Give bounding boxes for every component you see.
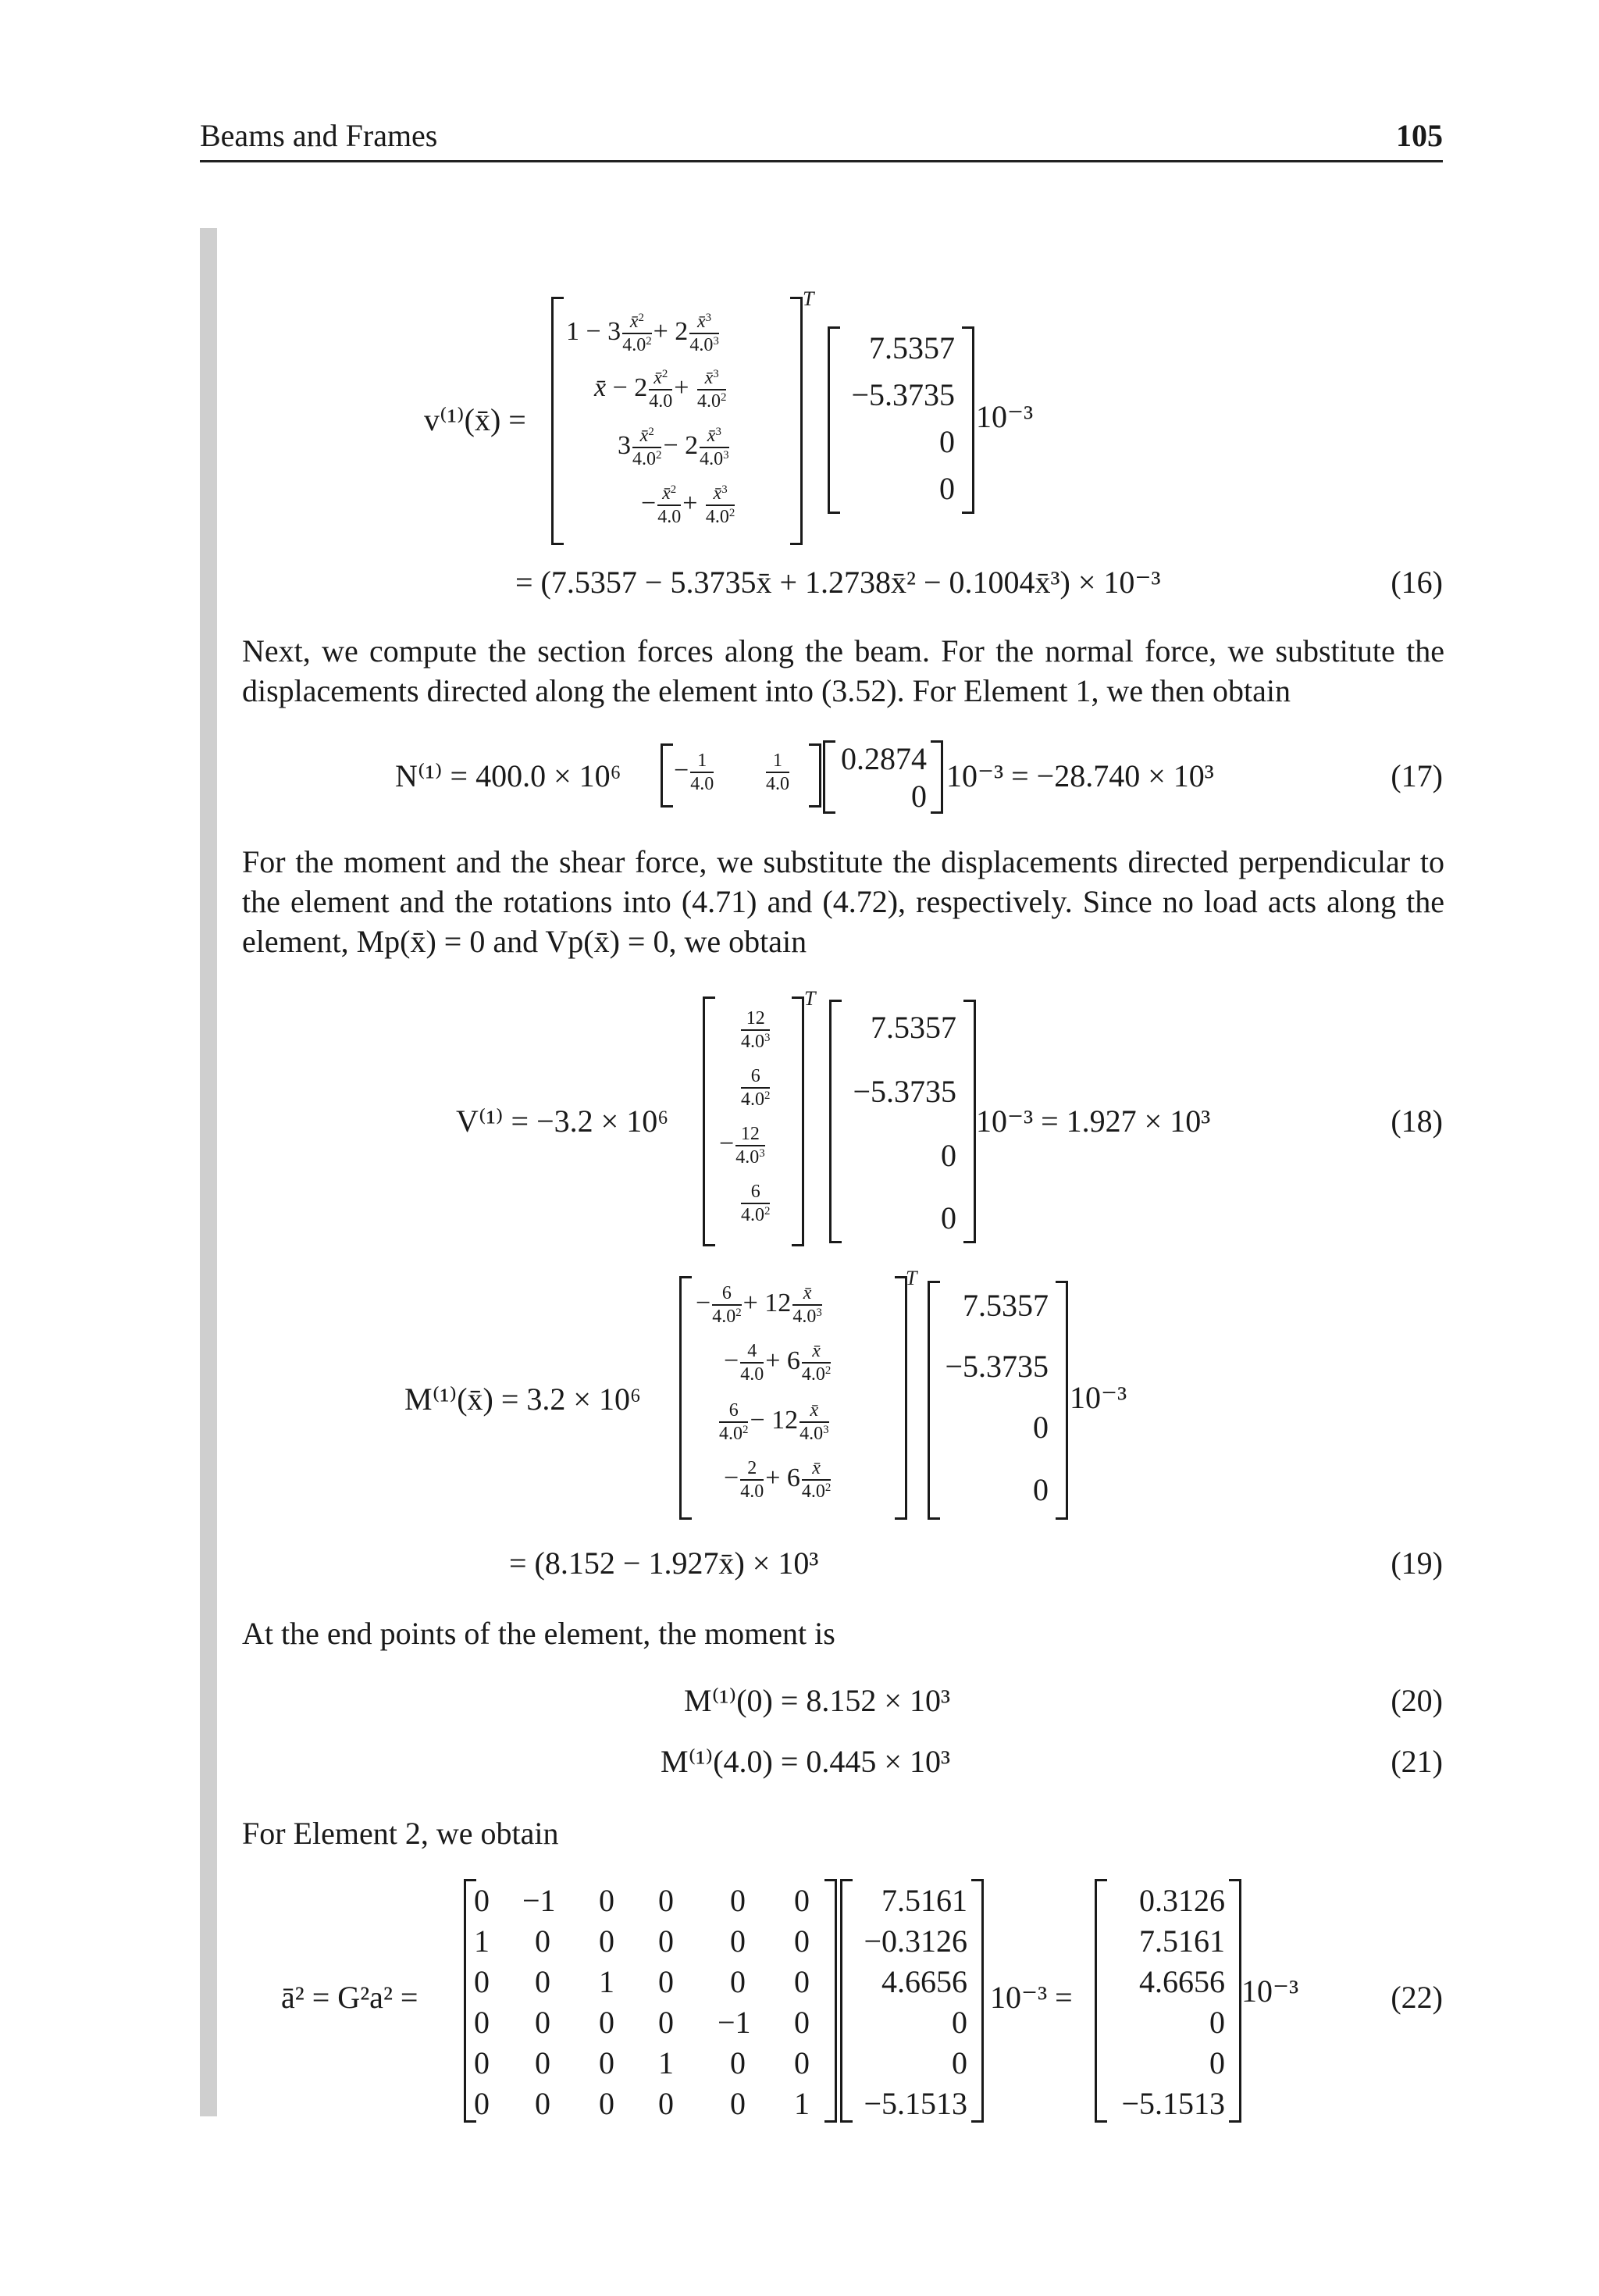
eq18-vector-entry: −5.3735 (853, 1074, 956, 1109)
matrix-cell: 0 (535, 1964, 550, 1999)
matrix-cell: 0 (535, 2086, 550, 2121)
eq16-shape-row-2: x̄ − 2 $\frac{x̄^2}{4.0}$ + $\frac{x̄^3}{4.0^2}$ (594, 367, 727, 412)
eq16-displacement-vector (828, 326, 974, 514)
eq18-column-entry: $\frac{12}{4.0^3}$ (741, 1008, 771, 1052)
eq19-lhs: M⁽¹⁾(x̄) = 3.2 × 10⁶ (404, 1382, 641, 1417)
matrix-cell: 0 (599, 1883, 614, 1918)
matrix-cell: 0 (794, 1964, 810, 1999)
eq18-lhs: V⁽¹⁾ = −3.2 × 10⁶ (456, 1103, 669, 1139)
paragraph-moment-shear: For the moment and the shear force, we substitute the displacements directed perpendicular to the element and the rotations into (4.71) and (4.72), respectively. Since no load acts along the element, Mp(x̄) = 0 and Vp(x̄) = 0, we obtain (242, 844, 1444, 959)
eq19-moment-shape-column (679, 1276, 907, 1520)
vector-entry: −5.1513 (1121, 2086, 1225, 2121)
eq16-vector-entry: 0 (939, 424, 955, 459)
vector-entry: −0.3126 (864, 1923, 967, 1959)
page-number: 105 (1396, 118, 1443, 153)
matrix-cell: 0 (658, 1883, 674, 1918)
vector-entry: −5.1513 (864, 2086, 967, 2121)
eq16-factor: 10⁻³ (976, 399, 1034, 434)
eq18-column-entry: − $\frac{12}{4.0^3}$ (719, 1124, 765, 1168)
eq18-shape-derivative-column (703, 996, 804, 1246)
eq18-column-entry: $\frac{6}{4.0^2}$ (741, 1066, 771, 1110)
eq22-factor: 10⁻³ = (990, 1980, 1073, 2015)
eq18-rhs: 10⁻³ = 1.927 × 10³ (976, 1103, 1211, 1139)
eq17-column-vector (823, 740, 943, 814)
eq21-number: (21) (1391, 1744, 1443, 1779)
matrix-cell: 1 (658, 2045, 674, 2080)
matrix-cell: 0 (730, 2086, 746, 2121)
eq22-input-vector (840, 1879, 984, 2123)
matrix-cell: 0 (599, 2005, 614, 2040)
matrix-cell: 0 (658, 2086, 674, 2121)
matrix-cell: 0 (658, 2005, 674, 2040)
eq16-transpose: T (803, 287, 814, 310)
eq16-result: = (7.5357 − 5.3735x̄ + 1.2738x̄² − 0.1004x̄³) × 10⁻³ (515, 565, 1161, 600)
eq17-row-entry: − $\frac{1}{4.0}$ (674, 750, 714, 794)
eq17-vector-entry: 0 (911, 779, 927, 814)
matrix-cell: 1 (599, 1964, 614, 1999)
matrix-cell: 0 (599, 1923, 614, 1959)
eq16-shape-matrix (551, 297, 803, 545)
eq17-rhs: 10⁻³ = −28.740 × 10³ (946, 758, 1214, 793)
vector-entry: 7.5161 (881, 1883, 967, 1918)
eq22-output-vector (1095, 1879, 1241, 2123)
eq16-shape-row-3: 3 $\frac{x̄^2}{4.0^2}$ − 2 $\frac{x̄^3}{4.0^3}$ (618, 425, 729, 469)
eq19-column-entry: $\frac{6}{4.0^2}$ − 12 $\frac{x̄}{4.0^3}$ (719, 1400, 829, 1444)
vector-entry: 0 (1209, 2045, 1225, 2080)
eq19-displacement-vector (928, 1281, 1068, 1520)
vector-entry: 4.6656 (881, 1964, 967, 1999)
eq19-column-entry: − $\frac{4}{4.0}$ + 6 $\frac{x̄}{4.0^2}$ (724, 1341, 832, 1385)
matrix-cell: 0 (794, 1923, 810, 1959)
vector-entry: 0 (1209, 2005, 1225, 2040)
matrix-cell: 0 (730, 1923, 746, 1959)
eq21-text: M⁽¹⁾(4.0) = 0.445 × 10³ (661, 1744, 950, 1779)
eq22-number: (22) (1391, 1980, 1443, 2015)
matrix-cell: 0 (474, 2005, 490, 2040)
eq16-lhs: v⁽¹⁾(x̄) = (424, 402, 526, 437)
matrix-cell: −1 (718, 2005, 751, 2040)
eq16-vector-entry: 7.5357 (869, 330, 955, 365)
eq16-number: (16) (1391, 565, 1443, 600)
matrix-cell: 0 (658, 1923, 674, 1959)
eq19-transpose: T (906, 1267, 917, 1289)
eq18-vector-entry: 0 (941, 1200, 956, 1235)
eq22-lhs: ā² = G²a² = (281, 1980, 418, 2015)
eq18-vector-entry: 7.5357 (871, 1010, 956, 1045)
matrix-cell: 0 (794, 2045, 810, 2080)
eq19-factor: 10⁻³ (1070, 1380, 1127, 1415)
eq19-number: (19) (1391, 1546, 1443, 1581)
matrix-cell: 0 (730, 1883, 746, 1918)
eq16-shape-row-4: − $\frac{x̄^2}{4.0}$ + $\frac{x̄^3}{4.0^2}$ (641, 483, 735, 527)
eq17-number: (17) (1391, 758, 1443, 793)
eq16-vector-entry: 0 (939, 471, 955, 506)
matrix-cell: 0 (535, 2045, 550, 2080)
vector-entry: 0 (952, 2045, 967, 2080)
eq19-column-entry: − $\frac{6}{4.0^2}$ + 12 $\frac{x̄}{4.0^3}$ (696, 1283, 822, 1327)
vector-entry: 7.5161 (1139, 1923, 1225, 1959)
matrix-cell: −1 (522, 1883, 556, 1918)
eq16-shape-row-1: 1 − 3 $\frac{x̄^2}{4.0^2}$ + 2 $\frac{x̄^3}{4.0^3}$ (566, 311, 719, 355)
eq17-row-entry: $\frac{1}{4.0}$ (766, 750, 789, 794)
paragraph-end-points: At the end points of the element, the moment is (242, 1616, 835, 1651)
matrix-cell: 0 (535, 1923, 550, 1959)
paragraph-element-2: For Element 2, we obtain (242, 1816, 559, 1851)
eq18-column-entry: $\frac{6}{4.0^2}$ (741, 1182, 771, 1225)
eq17-lhs: N⁽¹⁾ = 400.0 × 10⁶ (395, 758, 621, 793)
paragraph-section-forces: Next, we compute the section forces along the beam. For the normal force, we substitute the displacements directed along the element into (3.52). For Element 1, we then obtain (242, 633, 1444, 708)
matrix-cell: 1 (474, 1923, 490, 1959)
vector-entry: 0.3126 (1139, 1883, 1225, 1918)
matrix-cell: 0 (599, 2045, 614, 2080)
eq22-transformation-matrix (464, 1879, 837, 2123)
eq19-vector-entry: 7.5357 (963, 1288, 1049, 1323)
vector-entry: 4.6656 (1139, 1964, 1225, 1999)
eq20-text: M⁽¹⁾(0) = 8.152 × 10³ (684, 1683, 950, 1718)
example-sidebar-bar (200, 228, 217, 2116)
eq17-row-vector (661, 743, 821, 808)
eq20-number: (20) (1391, 1683, 1443, 1718)
matrix-cell: 0 (474, 2045, 490, 2080)
matrix-cell: 0 (794, 1883, 810, 1918)
eq18-vector-entry: 0 (941, 1138, 956, 1173)
eq18-displacement-vector (829, 1000, 976, 1243)
vector-entry: 0 (952, 2005, 967, 2040)
matrix-cell: 0 (599, 2086, 614, 2121)
eq19-vector-entry: 0 (1033, 1410, 1049, 1445)
matrix-cell: 1 (794, 2086, 810, 2121)
eq18-transpose: T (804, 987, 816, 1010)
matrix-cell: 0 (474, 1883, 490, 1918)
eq19-result: = (8.152 − 1.927x̄) × 10³ (509, 1546, 819, 1581)
matrix-cell: 0 (474, 1964, 490, 1999)
matrix-cell: 0 (730, 1964, 746, 1999)
eq19-vector-entry: −5.3735 (945, 1349, 1049, 1384)
matrix-cell: 0 (658, 1964, 674, 1999)
eq16-vector-entry: −5.3735 (851, 377, 955, 412)
matrix-cell: 0 (794, 2005, 810, 2040)
header-rule (200, 160, 1443, 162)
matrix-cell: 0 (730, 2045, 746, 2080)
eq19-vector-entry: 0 (1033, 1472, 1049, 1507)
eq19-column-entry: − $\frac{2}{4.0}$ + 6 $\frac{x̄}{4.0^2}$ (724, 1458, 832, 1502)
matrix-cell: 0 (535, 2005, 550, 2040)
eq17-vector-entry: 0.2874 (841, 741, 927, 776)
running-header-title: Beams and Frames (200, 118, 438, 153)
eq18-number: (18) (1391, 1103, 1443, 1139)
eq22-factor-out: 10⁻³ (1241, 1973, 1299, 2009)
matrix-cell: 0 (474, 2086, 490, 2121)
